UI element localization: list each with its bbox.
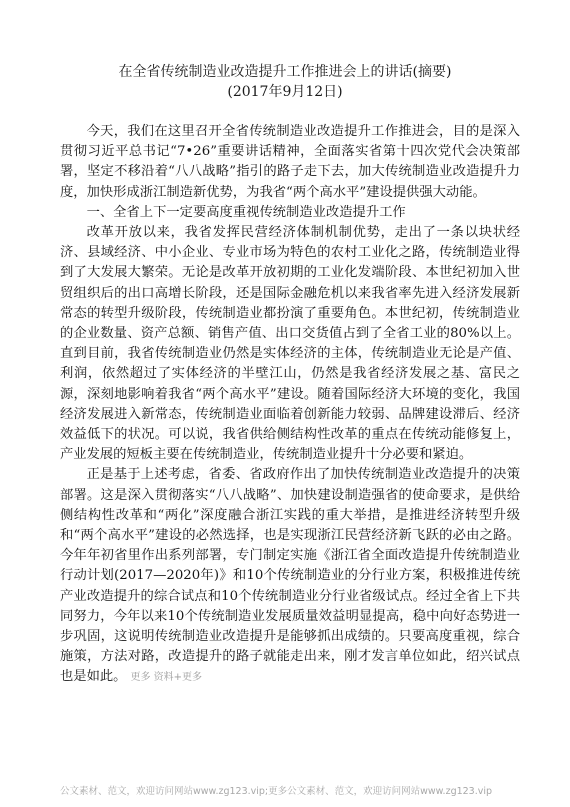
- paragraph-decision: [60, 465, 520, 688]
- section-heading: 一、全省上下一定要高度重视传统制造业改造提升工作: [86, 204, 406, 220]
- document-body: [60, 122, 520, 689]
- more-link[interactable]: 更多 资料+更多: [130, 672, 203, 684]
- paragraph-intro: 今天，我们在这里召开全省传统制造业改造提升工作推进会，目的是深入贯彻习近平总书记“7•26”重要讲话精神，全面落实省第十四次党代会决策部署，坚定不移沿着“八八战略”指引的路子走下去，加大传统制造业改造提升力度，加快形成浙江制造新优势，为我省“两个高水平”建设提供强大动能。: [60, 124, 520, 200]
- paragraph-decision-text: 正是基于上述考虑，省委、省政府作出了加快传统制造业改造提升的决策部署。这是深入贯彻落实“八八战略”、加快建设制造强省的使命要求，是供给侧结构性改革和“两化”深度融合浙江实践的重大举措，是推进经济转型升级和“两个高水平”建设的必然选择，也是实现浙江民营经济新飞跃的必由之路。今年年初省里作出系列部署，专门制定实施《浙江省全面改造提升传统制造业行动计划(2017—2020年)》和10个传统制造业的分行业方案，积极推进传统产业改造提升的综合试点和10个传统制造业分行业省级试点。经过全省上下共同努力，今年以来10个传统制造业发展质量效益明显提高，稳中向好态势进一步巩固，这说明传统制造业改造提升是能够抓出成绩的。只要高度重视，综合施策，方法对路，改造提升的路子就能走出来，刚才发言单位如此，绍兴试点也是如此。: [60, 467, 520, 685]
- document-date: (2017年9月12日): [227, 84, 343, 100]
- footer-watermark: 公文素材、范文，欢迎访问网站www.zg123.vip;更多公文素材、范文，欢迎访问网站www.zg123.vip: [60, 786, 493, 797]
- paragraph-background: 改革开放以来，我省发挥民营经济体制机制优势，走出了一条以块状经济、县域经济、中小企业、专业市场为特色的农村工业化之路，传统制造业得到了大发展大繁荣。无论是改革开放初期的工业化发端阶段、本世纪初加入世贸组织后的出口高增长阶段，还是国际金融危机以来我省率先进入经济发展新常态的转型升级阶段，传统制造业都扮演了重要角色。本世纪初，传统制造业的企业数量、资产总额、销售产值、出口交货值占到了全省工业的80%以上。直到目前，我省传统制造业仍然是实体经济的主体，传统制造业无论是产值、利润，依然超过了实体经济的半壁江山，仍然是我省经济发展之基、富民之源，深刻地影响着我省“两个高水平”建设。随着国际经济大环境的变化，我国经济发展进入新常态，传统制造业面临着创新能力较弱、品牌建设滞后、经济效益低下的状况。可以说，我省供给侧结构性改革的重点在传统动能修复上，产业发展的短板主要在传统制造业，传统制造业提升十分必要和紧迫。: [60, 225, 520, 463]
- document-title: 在全省传统制造业改造提升工作推进会上的讲话(摘要): [118, 64, 452, 80]
